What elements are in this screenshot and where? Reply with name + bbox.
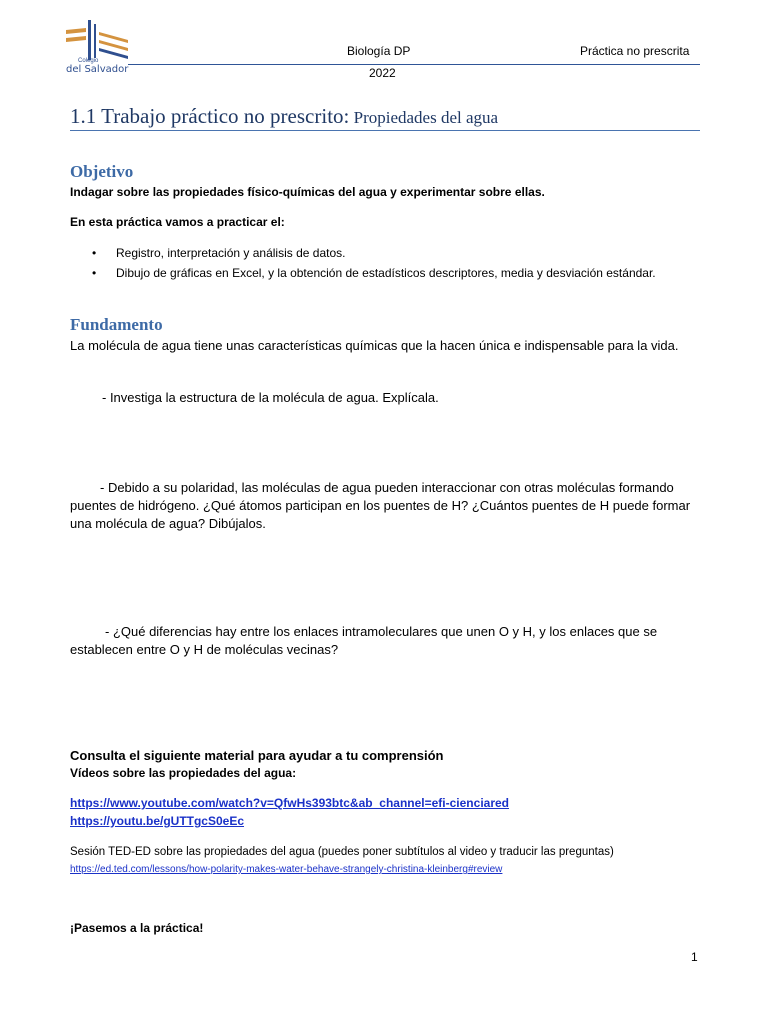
fundamento-heading: Fundamento bbox=[70, 315, 163, 334]
logo-line2: del Salvador bbox=[66, 64, 129, 75]
question-2: - Debido a su polaridad, las moléculas de agua pueden interaccionar con otras moléculas formando puentes de hidrógeno. ¿Qué átomos participan en los puentes de H? ¿Cuántos puentes de H puede formar una molécula de agua? Dibújalos. bbox=[70, 480, 691, 531]
bullet-icon: • bbox=[92, 266, 97, 280]
ted-link[interactable]: https://ed.ted.com/lessons/how-polarity-makes-water-behave-strangely-christina-kleinberg#review bbox=[70, 864, 503, 875]
material-heading: Consulta el siguiente material para ayudar a tu comprensión bbox=[70, 748, 444, 763]
question-1: - Investiga la estructura de la molécula de agua. Explícala. bbox=[102, 390, 439, 405]
objetivo-intro: En esta práctica vamos a practicar el: bbox=[70, 215, 285, 229]
list-item-text: Registro, interpretación y análisis de datos. bbox=[116, 246, 346, 260]
list-item bbox=[70, 264, 656, 284]
objetivo-text: Indagar sobre las propiedades físico-químicas del agua y experimentar sobre ellas. bbox=[70, 185, 545, 199]
question-3: - ¿Qué diferencias hay entre los enlaces intramoleculares que unen O y H, y los enlaces que se establecen entre O y H de moléculas vecinas? bbox=[70, 624, 658, 657]
page-number: 1 bbox=[691, 950, 698, 964]
page-title bbox=[70, 104, 498, 129]
header-subject: Biología DP bbox=[347, 44, 411, 58]
title-main: 1.1 Trabajo práctico no prescrito: bbox=[70, 104, 350, 128]
youtube-link-1[interactable]: https://www.youtube.com/watch?v=QfwHs393btc&ab_channel=efi-cienciared bbox=[70, 796, 509, 810]
fundamento-intro: La molécula de agua tiene unas características químicas que la hacen única e indispensable para la vida. bbox=[70, 338, 679, 353]
ted-label: Sesión TED-ED sobre las propiedades del agua (puedes poner subtítulos al video y traducir las preguntas) bbox=[70, 846, 614, 858]
list-item-text: Dibujo de gráficas en Excel, y la obtención de estadísticos descriptores, media y desviación estándar. bbox=[116, 266, 656, 280]
logo-line1: Colegio bbox=[78, 58, 99, 64]
title-sub: Propiedades del agua bbox=[349, 108, 499, 127]
header-year: 2022 bbox=[369, 66, 396, 80]
header-divider bbox=[128, 64, 700, 65]
header-doc-type: Práctica no prescrita bbox=[580, 44, 690, 58]
bullet-icon: • bbox=[92, 246, 97, 260]
videos-label: Vídeos sobre las propiedades del agua: bbox=[70, 766, 297, 780]
objetivo-list bbox=[70, 244, 656, 284]
closing-text: ¡Pasemos a la práctica! bbox=[70, 921, 204, 935]
objetivo-heading: Objetivo bbox=[70, 162, 134, 181]
list-item bbox=[70, 244, 656, 264]
title-divider bbox=[70, 130, 700, 131]
youtube-link-2[interactable]: https://youtu.be/gUTTgcS0eEc bbox=[70, 814, 245, 828]
